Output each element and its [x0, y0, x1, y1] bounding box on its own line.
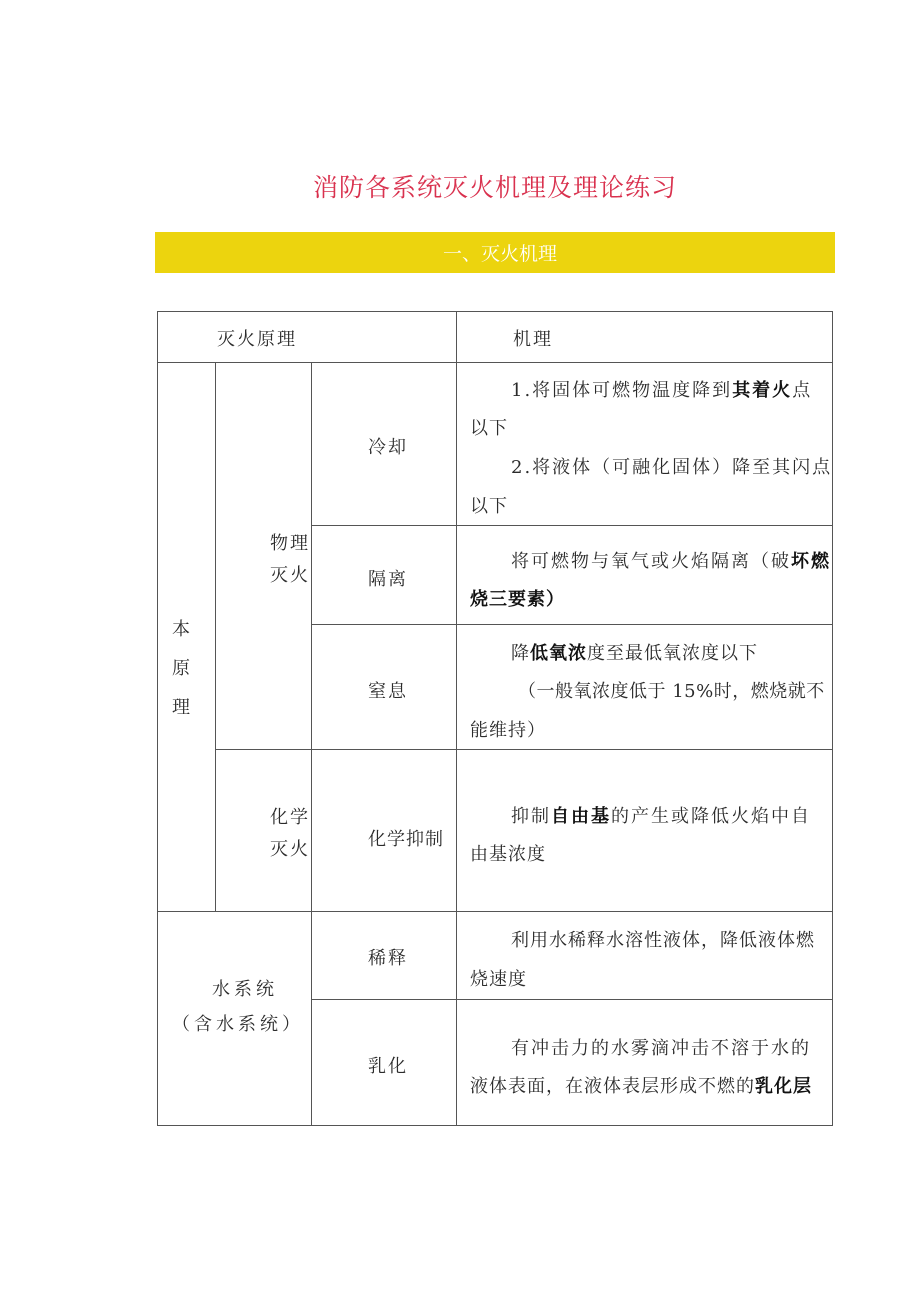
column-divider-basic — [215, 362, 216, 912]
dilution-line-1: 利用水稀释水溶性液体，降低液体燃 — [511, 930, 815, 951]
dilution-line-2: 烧速度 — [470, 969, 527, 990]
group-water-system: 水系统（含水系统） — [172, 979, 304, 1035]
smothering-line-2: （一般氧浓度低于 15%时，燃烧就不 — [518, 681, 825, 702]
column-divider-method — [311, 362, 312, 1126]
smothering-line-3: 能维持） — [470, 720, 546, 741]
row-divider-2 — [311, 624, 833, 625]
method-smothering: 窒息 — [368, 681, 408, 702]
chemical-line-2: 由基浓度 — [470, 844, 546, 865]
cooling-line-3: 2.将液体（可融化固体）降至其闪点 — [511, 457, 833, 478]
cooling-line-1: 1.将固体可燃物温度降到其着火点 — [511, 380, 813, 401]
group-physical: 物理灭火 — [270, 533, 310, 586]
section-banner: 一、灭火机理 — [155, 232, 835, 273]
cooling-line-4: 以下 — [470, 496, 508, 517]
table-border-bottom — [157, 1125, 833, 1126]
header-principle: 灭火原理 — [217, 329, 297, 350]
method-cooling: 冷却 — [368, 437, 408, 458]
isolation-line-1: 将可燃物与氧气或火焰隔离（破坏燃 — [511, 551, 831, 572]
column-divider-mechanism — [456, 311, 457, 1126]
chemical-line-1: 抑制自由基的产生或降低火焰中自 — [511, 806, 811, 827]
group-basic-principle: 本原理 — [172, 619, 194, 718]
emulsification-line-2: 液体表面，在液体表层形成不燃的乳化层 — [470, 1076, 812, 1097]
table-border-left — [157, 311, 158, 1126]
cooling-line-2: 以下 — [470, 418, 508, 439]
group-chemical: 化学灭火 — [270, 807, 310, 860]
method-isolation: 隔离 — [368, 569, 408, 590]
emulsification-line-1: 有冲击力的水雾滴冲击不溶于水的 — [511, 1038, 811, 1059]
method-chemical-inhibition: 化学抑制 — [368, 829, 444, 850]
isolation-line-2: 烧三要素） — [470, 589, 565, 610]
smothering-line-1: 降低氧浓度至最低氧浓度以下 — [511, 643, 758, 664]
row-divider-5 — [311, 999, 833, 1000]
method-emulsification: 乳化 — [368, 1056, 408, 1077]
table-border-top — [157, 311, 833, 312]
row-divider-1 — [311, 525, 833, 526]
row-divider-4 — [157, 911, 833, 912]
method-dilution: 稀释 — [368, 948, 408, 969]
header-divider — [157, 362, 833, 363]
header-mechanism: 机理 — [513, 329, 553, 350]
page-title: 消防各系统灭火机理及理论练习 — [312, 173, 677, 202]
table-border-right — [832, 311, 833, 1126]
